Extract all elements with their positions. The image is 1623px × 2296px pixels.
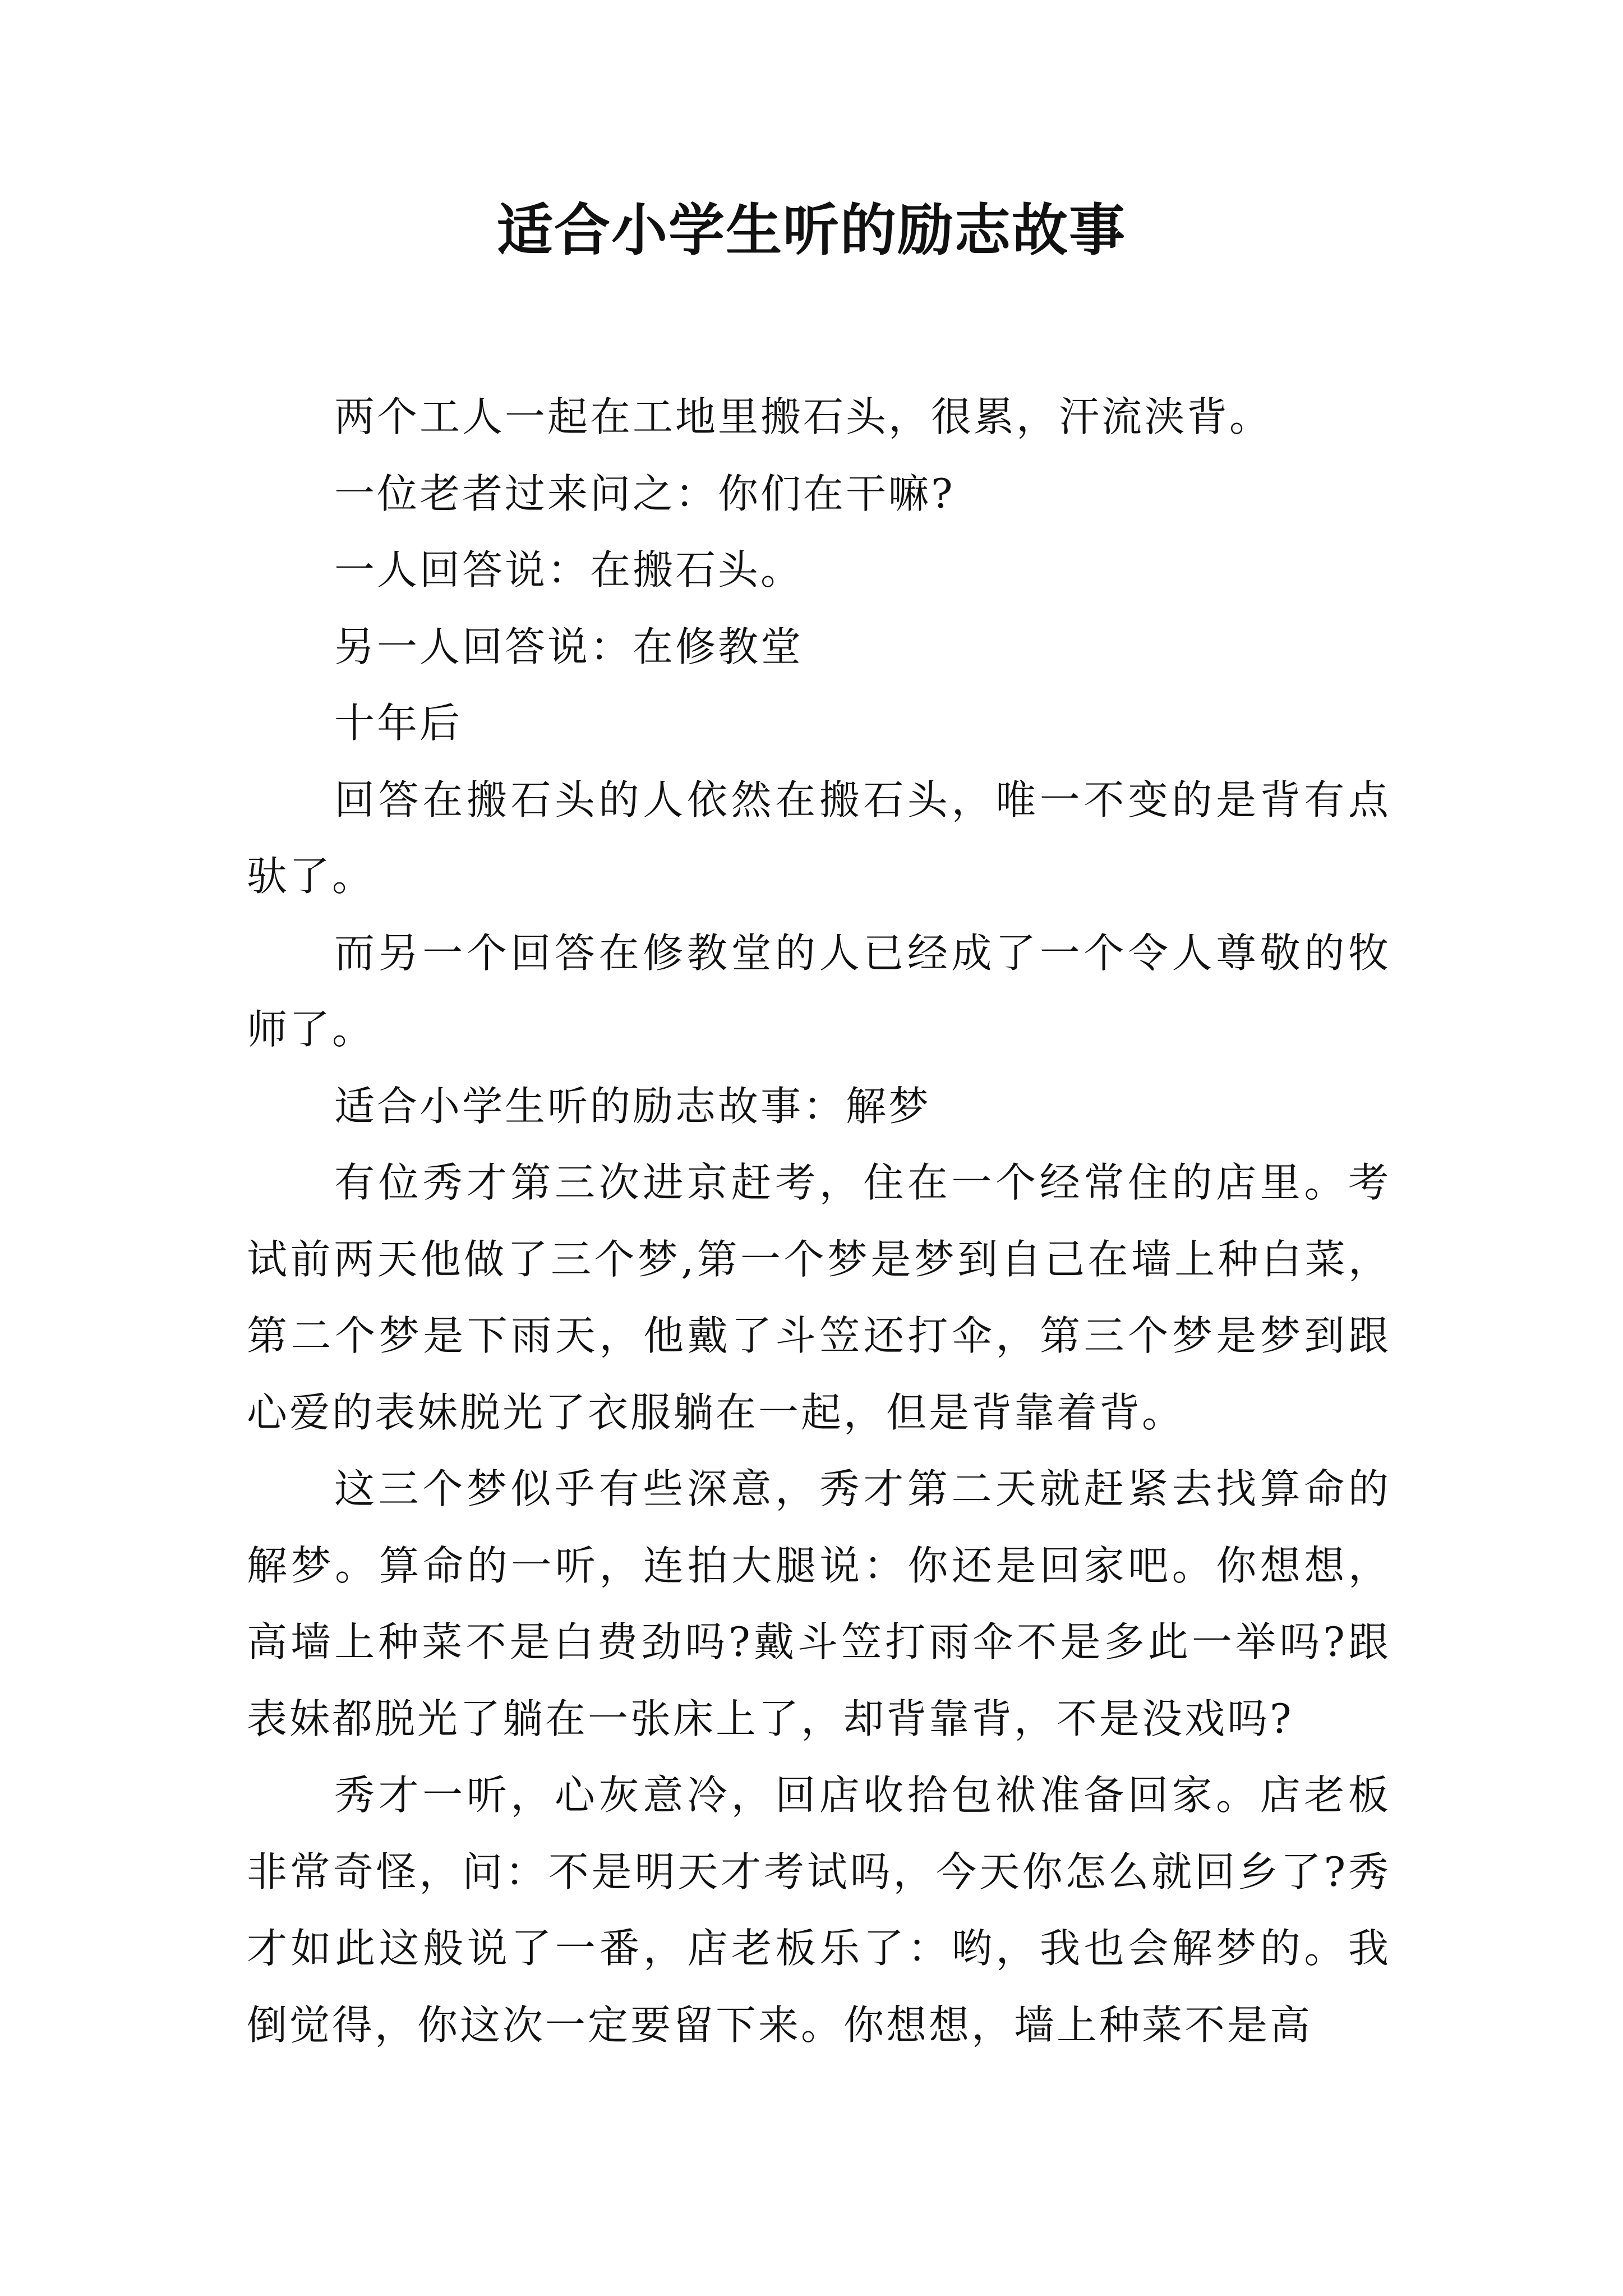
paragraph: 有位秀才第三次进京赶考，住在一个经常住的店里。考试前两天他做了三个梦,第一个梦是梦到自己在墙上种白菜，第二个梦是下雨天，他戴了斗笠还打伞，第三个梦是梦到跟心爱的表妹脱光了衣服躺在一起，但是背靠着背。 (247, 1159, 1391, 1436)
paragraph: 这三个梦似乎有些深意，秀才第二天就赶紧去找算命的解梦。算命的一听，连拍大腿说：你还是回家吧。你想想，高墙上种菜不是白费劲吗?戴斗笠打雨伞不是多此一举吗?跟表妹都脱光了躺在一张床上了，却背靠背，不是没戏吗? (247, 1465, 1391, 1742)
section-heading-paragraph: 适合小学生听的励志故事：解梦 (334, 1082, 932, 1130)
document-title: 适合小学生听的励志故事 (497, 197, 1126, 263)
paragraph: 一人回答说：在搬石头。 (334, 546, 804, 593)
paragraph: 而另一个回答在修教堂的人已经成了一个令人尊敬的牧师了。 (247, 929, 1391, 1053)
paragraph: 秀才一听，心灰意冷，回店收拾包袱准备回家。店老板非常奇怪，问：不是明天才考试吗，今天你怎么就回乡了?秀才如此这般说了一番，店老板乐了：哟，我也会解梦的。我倒觉得，你这次一定要留下来。你想想，墙上种菜不是高 (247, 1772, 1391, 2049)
paragraph: 十年后 (334, 700, 463, 747)
paragraph: 回答在搬石头的人依然在搬石头，唯一不变的是背有点驮了。 (247, 776, 1391, 900)
paragraph: 两个工人一起在工地里搬石头，很累，汗流浃背。 (334, 393, 1272, 440)
document-body (247, 379, 1391, 2063)
paragraph: 一位老者过来问之：你们在干嘛? (334, 470, 955, 517)
paragraph: 另一人回答说：在修教堂 (334, 623, 804, 670)
